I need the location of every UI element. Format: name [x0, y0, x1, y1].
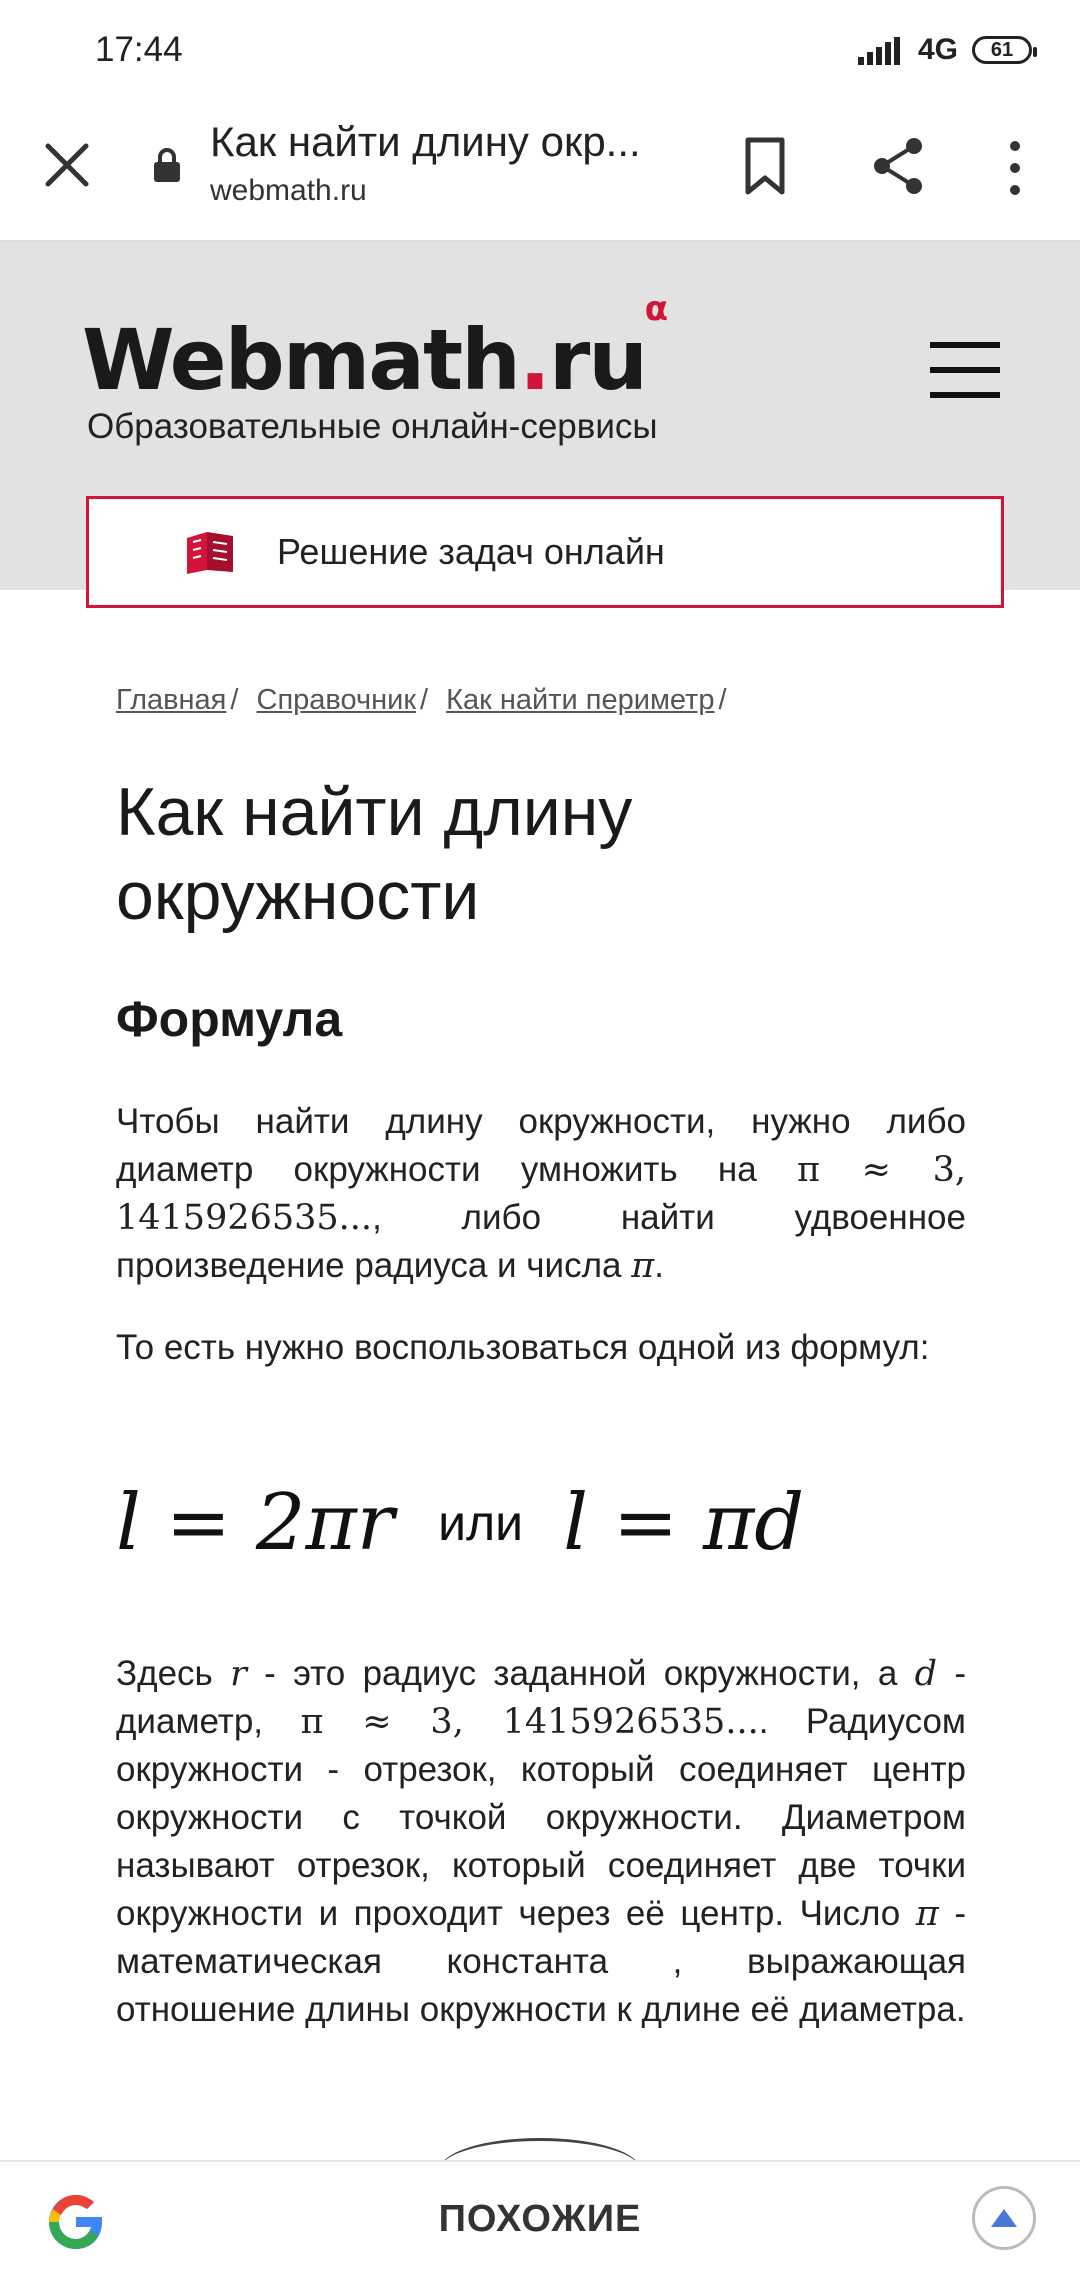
- paragraph-formulas-intro: То есть нужно воспользоваться одной из формул:: [116, 1328, 930, 1367]
- solve-tasks-label: Решение задач онлайн: [277, 531, 665, 572]
- site-tagline: Образовательные онлайн-сервисы: [87, 407, 658, 446]
- breadcrumb-separator: /: [420, 684, 429, 716]
- text-fragment: .: [654, 1246, 664, 1285]
- var-d: d: [914, 1654, 938, 1694]
- signal-icon: [858, 35, 904, 65]
- network-type: 4G: [917, 33, 958, 66]
- formula-right: l = πd: [563, 1478, 805, 1568]
- status-time: 17:44: [95, 30, 183, 69]
- logo-alpha: α: [644, 289, 667, 329]
- hamburger-menu-icon[interactable]: [930, 342, 1000, 398]
- text-fragment: - это радиус заданной окружности, а: [246, 1654, 915, 1693]
- pi-symbol: π: [915, 1894, 939, 1934]
- similar-button[interactable]: ПОХОЖИЕ: [438, 2198, 642, 2240]
- formula-left: l = 2πr: [116, 1478, 395, 1568]
- text-fragment: Чтобы найти длину окружности, нужно либо диаметр окружности умножить на: [116, 1102, 966, 1189]
- paragraph-intro: [116, 1098, 966, 1290]
- breadcrumb-home[interactable]: Главная: [116, 684, 227, 716]
- close-icon[interactable]: [38, 136, 96, 194]
- text-fragment: - математическая константа , выражающая отношение длины окружности к длине её диаметра.: [116, 1894, 966, 2029]
- tab-page-title[interactable]: Как найти длину окр...: [210, 118, 641, 165]
- scroll-up-icon[interactable]: [972, 2186, 1036, 2250]
- more-icon[interactable]: [1000, 138, 1030, 198]
- text-fragment: , либо найти удвоенное произведение радиуса и числа: [116, 1198, 966, 1285]
- breadcrumb-separator: /: [230, 684, 239, 716]
- lock-icon: [152, 146, 182, 184]
- text-fragment: - диаметр,: [116, 1654, 966, 1741]
- tab-url[interactable]: webmath.ru: [210, 174, 367, 207]
- status-icons: [858, 33, 1032, 67]
- breadcrumb-perimeter[interactable]: Как найти периметр: [446, 684, 715, 716]
- section-heading: Формула: [116, 991, 343, 1047]
- text-fragment: Здесь: [116, 1654, 231, 1693]
- breadcrumb-reference[interactable]: Справочник: [256, 684, 417, 716]
- site-logo[interactable]: [82, 289, 667, 409]
- bookmark-icon[interactable]: [740, 136, 790, 196]
- breadcrumb-separator: /: [718, 684, 727, 716]
- var-r: r: [230, 1654, 247, 1694]
- chevron-up-icon: [989, 2207, 1019, 2229]
- page-title: Как найти длину окружности: [116, 774, 633, 934]
- bottom-bar: [0, 2160, 1080, 2282]
- share-icon[interactable]: [868, 134, 928, 198]
- solve-tasks-icon: [185, 528, 235, 576]
- paragraph-explanation: [116, 1650, 966, 2034]
- logo-main-text: Webmath: [82, 311, 519, 409]
- logo-tld: ru: [548, 311, 647, 409]
- pi-symbol: π: [631, 1246, 655, 1286]
- text-fragment: . Радиусом окружности - отрезок, который соединяет центр окружности с точкой окружности. Диаметром называют отрезок, который соединяет две точки окружности и проходит через её центр. Число: [116, 1702, 966, 1933]
- battery-level: 61: [990, 38, 1014, 61]
- formula-block: [116, 1468, 804, 1578]
- solve-tasks-button[interactable]: [86, 496, 1004, 608]
- formula-or: или: [438, 1495, 524, 1551]
- pi-approx: π ≈ 3, 1415926535...: [116, 1150, 966, 1238]
- pi-approx: π ≈ 3, 1415926535...: [300, 1702, 759, 1742]
- breadcrumb: [116, 684, 737, 717]
- logo-dot: .: [518, 311, 549, 409]
- battery-icon: [972, 36, 1032, 64]
- status-bar: [0, 0, 1080, 100]
- custom-tab-toolbar: [0, 100, 1080, 242]
